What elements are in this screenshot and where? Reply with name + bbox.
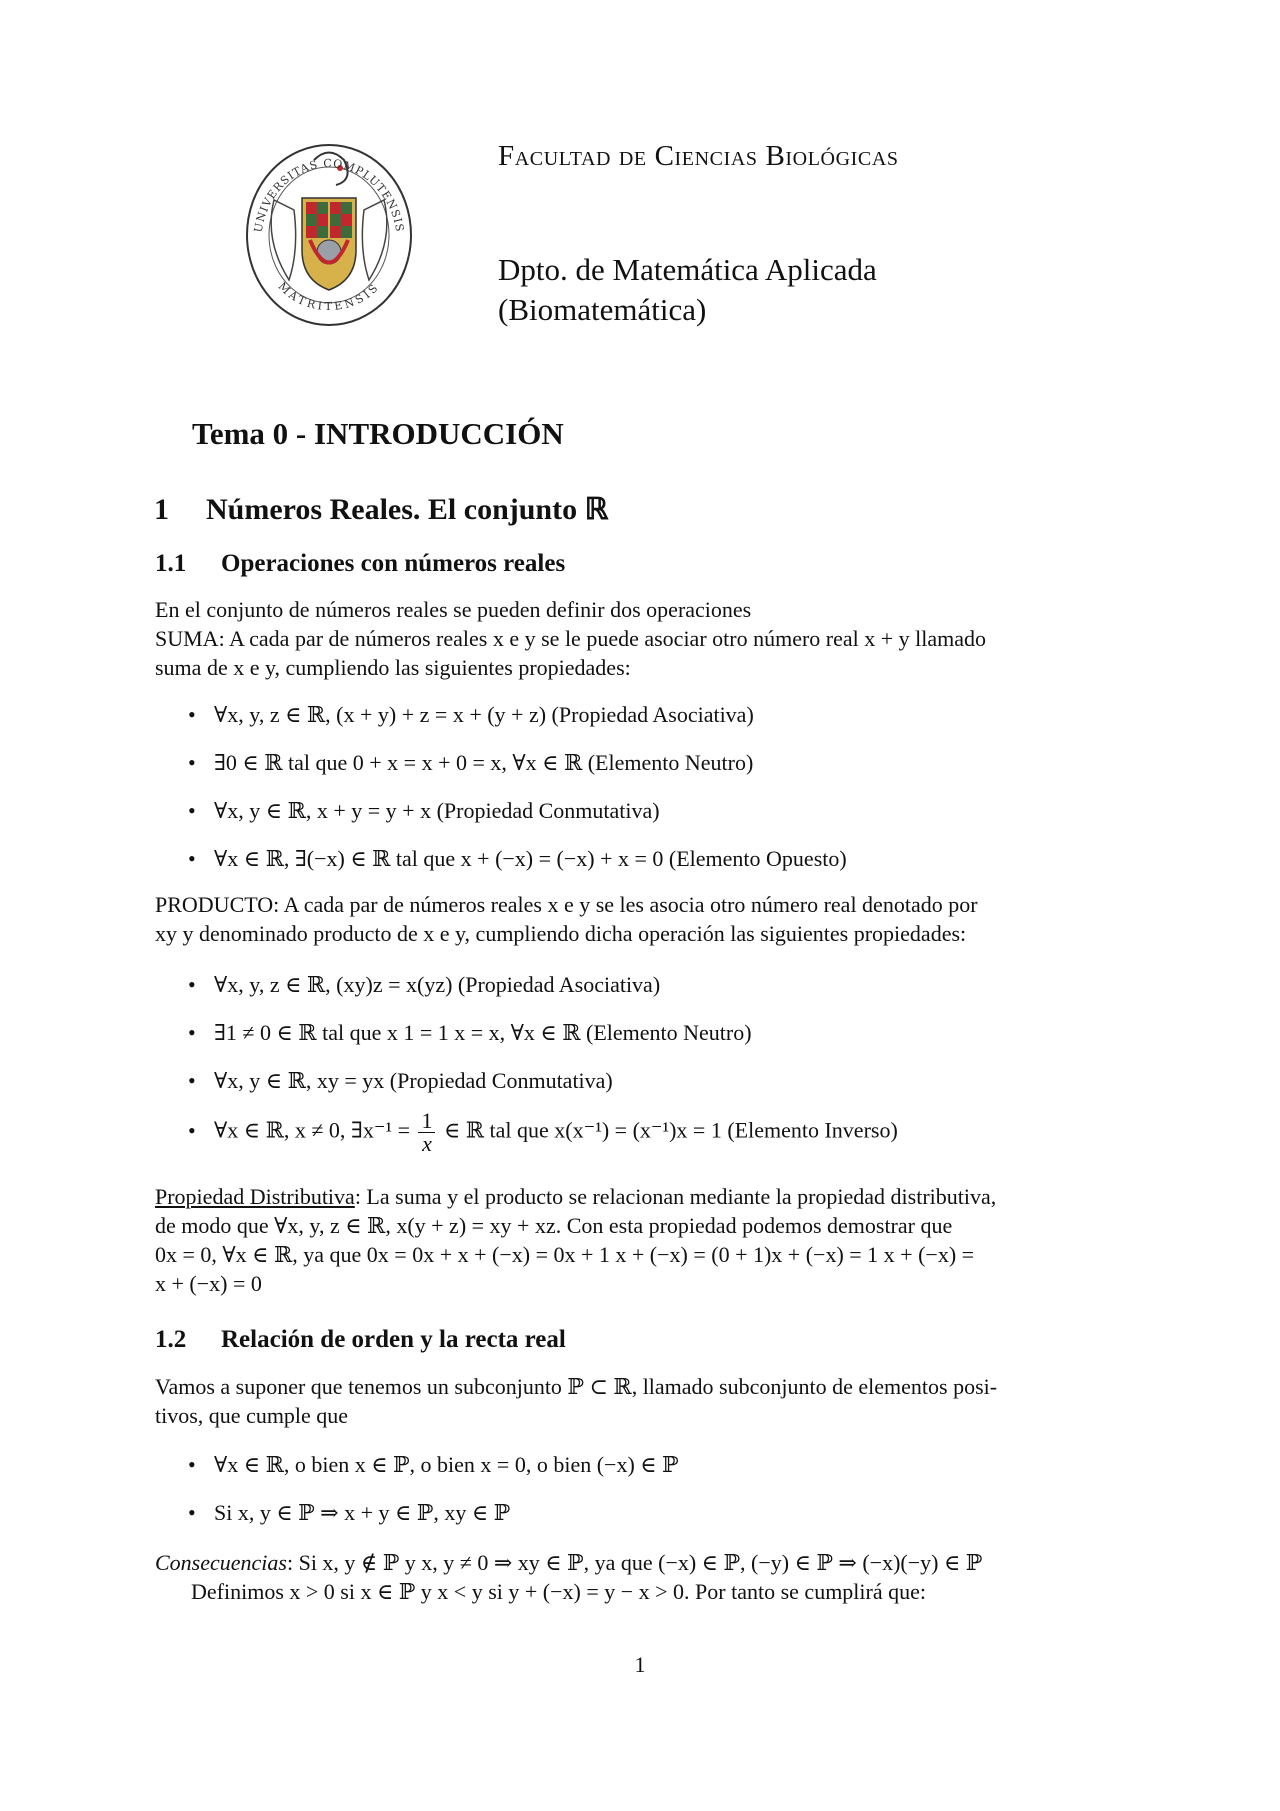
- list-item: [188, 796, 660, 825]
- list-item-text: ∃0 ∈ ℝ tal que 0 + x = x + 0 = x, ∀x ∈ ℝ (Elemento Neutro): [214, 750, 754, 775]
- consecuencias-line: [155, 1548, 1145, 1577]
- fraction: [418, 1110, 435, 1155]
- distributiva-line-2: de modo que ∀x, y, z ∈ ℝ, x(y + z) = xy + xz. Con esta propiedad podemos demostrar que: [155, 1213, 953, 1238]
- bullet-icon: •: [188, 750, 196, 775]
- list-item-text: ∀x, y ∈ ℝ, x + y = y + x (Propiedad Conmutativa): [214, 798, 660, 823]
- subsection-title: Relación de orden y la recta real: [221, 1326, 566, 1353]
- bullet-icon: •: [188, 798, 196, 823]
- section-1-heading: [154, 492, 608, 527]
- fraction-denominator: x: [422, 1131, 432, 1156]
- department-line-1: Dpto. de Matemática Aplicada: [498, 252, 877, 287]
- distributiva-line-1: [155, 1182, 1145, 1211]
- distributiva-line-1-text: : La suma y el producto se relacionan mediante la propiedad distributiva,: [354, 1184, 997, 1209]
- orden-line-1: Vamos a suponer que tenemos un subconjunto ℙ ⊂ ℝ, llamado subconjunto de elementos posi-: [155, 1374, 998, 1399]
- fraction-numerator: 1: [418, 1110, 435, 1133]
- bullet-icon: •: [188, 1500, 196, 1525]
- distributiva-paragraph: [155, 1182, 1145, 1298]
- list-item-text: Si x, y ∈ ℙ ⇒ x + y ∈ ℙ, xy ∈ ℙ: [214, 1500, 511, 1525]
- consecuencias-paragraph: [155, 1548, 1145, 1606]
- subsection-number: 1.1: [155, 550, 187, 577]
- list-item: [188, 1066, 613, 1095]
- producto-line-1: PRODUCTO: A cada par de números reales x e y se les asocia otro número real denotado por: [155, 892, 978, 917]
- formula-prefix: ∀x ∈ ℝ, x ≠ 0, ∃x⁻¹ =: [214, 1117, 410, 1143]
- bullet-icon: •: [188, 972, 196, 997]
- suma-line-1: SUMA: A cada par de números reales x e y se le puede asociar otro número real x + y llamado: [155, 626, 987, 651]
- distributiva-line-3: 0x = 0, ∀x ∈ ℝ, ya que 0x = 0x + x + (−x) = 0x + 1 x + (−x) = (0 + 1)x + (−x) = 1 x + (−x) =: [155, 1242, 975, 1267]
- list-item-text: ∀x, y, z ∈ ℝ, (x + y) + z = x + (y + z) (Propiedad Asociativa): [214, 702, 754, 727]
- suma-line-2: suma de x e y, cumpliendo las siguientes propiedades:: [155, 655, 631, 680]
- list-item-text: ∀x ∈ ℝ, o bien x ∈ ℙ, o bien x = 0, o bien (−x) ∈ ℙ: [214, 1452, 679, 1477]
- page-number: 1: [634, 1652, 646, 1677]
- bullet-icon: •: [188, 1068, 196, 1093]
- subsection-number: 1.2: [155, 1326, 187, 1353]
- department-name: [498, 250, 877, 330]
- subsection-title: Operaciones con números reales: [221, 550, 566, 577]
- university-seal-logo: [244, 140, 414, 330]
- list-item: [188, 970, 660, 999]
- consecuencias-label: Consecuencias: [155, 1550, 287, 1575]
- subsection-1-1-heading: [155, 550, 565, 578]
- list-item: [188, 1498, 510, 1527]
- producto-paragraph: [155, 890, 1145, 948]
- orden-paragraph: [155, 1372, 1145, 1430]
- section-title: Números Reales. El conjunto ℝ: [206, 493, 609, 526]
- formula-suffix: ∈ ℝ tal que x(x⁻¹) = (x⁻¹)x = 1 (Elemento Inverso): [443, 1117, 898, 1143]
- list-item: [188, 1110, 898, 1155]
- faculty-name: Facultad de Ciencias Biológicas: [498, 140, 899, 172]
- bullet-icon: •: [188, 1117, 196, 1143]
- list-item-text: ∀x ∈ ℝ, ∃(−x) ∈ ℝ tal que x + (−x) = (−x) + x = 0 (Elemento Opuesto): [214, 846, 847, 871]
- distributiva-label: Propiedad Distributiva: [155, 1184, 355, 1209]
- bullet-icon: •: [188, 1020, 196, 1045]
- suma-paragraph: [155, 595, 1145, 682]
- seal-text-bottom: MATRITENSIS: [275, 279, 383, 314]
- consecuencias-text: : Si x, y ∉ ℙ y x, y ≠ 0 ⇒ xy ∈ ℙ, ya que (−x) ∈ ℙ, (−y) ∈ ℙ ⇒ (−x)(−y) ∈ ℙ: [286, 1550, 983, 1575]
- department-line-2: (Biomatemática): [498, 292, 707, 327]
- intro-line: En el conjunto de números reales se pueden definir dos operaciones: [155, 597, 752, 622]
- list-item: [188, 1450, 679, 1479]
- bullet-icon: •: [188, 846, 196, 871]
- list-item: [188, 844, 847, 873]
- distributiva-line-4: x + (−x) = 0: [155, 1271, 262, 1296]
- list-item-text: ∃1 ≠ 0 ∈ ℝ tal que x 1 = 1 x = x, ∀x ∈ ℝ (Elemento Neutro): [214, 1020, 752, 1045]
- list-item: [188, 1018, 752, 1047]
- list-item: [188, 700, 754, 729]
- bullet-icon: •: [188, 1452, 196, 1477]
- list-item-text: ∀x, y, z ∈ ℝ, (xy)z = x(yz) (Propiedad Asociativa): [214, 972, 661, 997]
- orden-line-2: tivos, que cumple que: [155, 1403, 349, 1428]
- bullet-icon: •: [188, 702, 196, 727]
- subsection-1-2-heading: [155, 1326, 566, 1354]
- document-title: Tema 0 - INTRODUCCIÓN: [192, 416, 564, 451]
- definimos-line: Definimos x > 0 si x ∈ ℙ y x < y si y + (−x) = y − x > 0. Por tanto se cumplirá que:: [191, 1579, 927, 1604]
- list-item-text: ∀x, y ∈ ℝ, xy = yx (Propiedad Conmutativa): [214, 1068, 613, 1093]
- producto-line-2: xy y denominado producto de x e y, cumpliendo dicha operación las siguientes propiedades:: [155, 921, 967, 946]
- list-item: [188, 748, 753, 777]
- seal-text-top: UNIVERSITAS COMPLUTENSIS: [251, 156, 407, 234]
- section-number: 1: [154, 493, 169, 526]
